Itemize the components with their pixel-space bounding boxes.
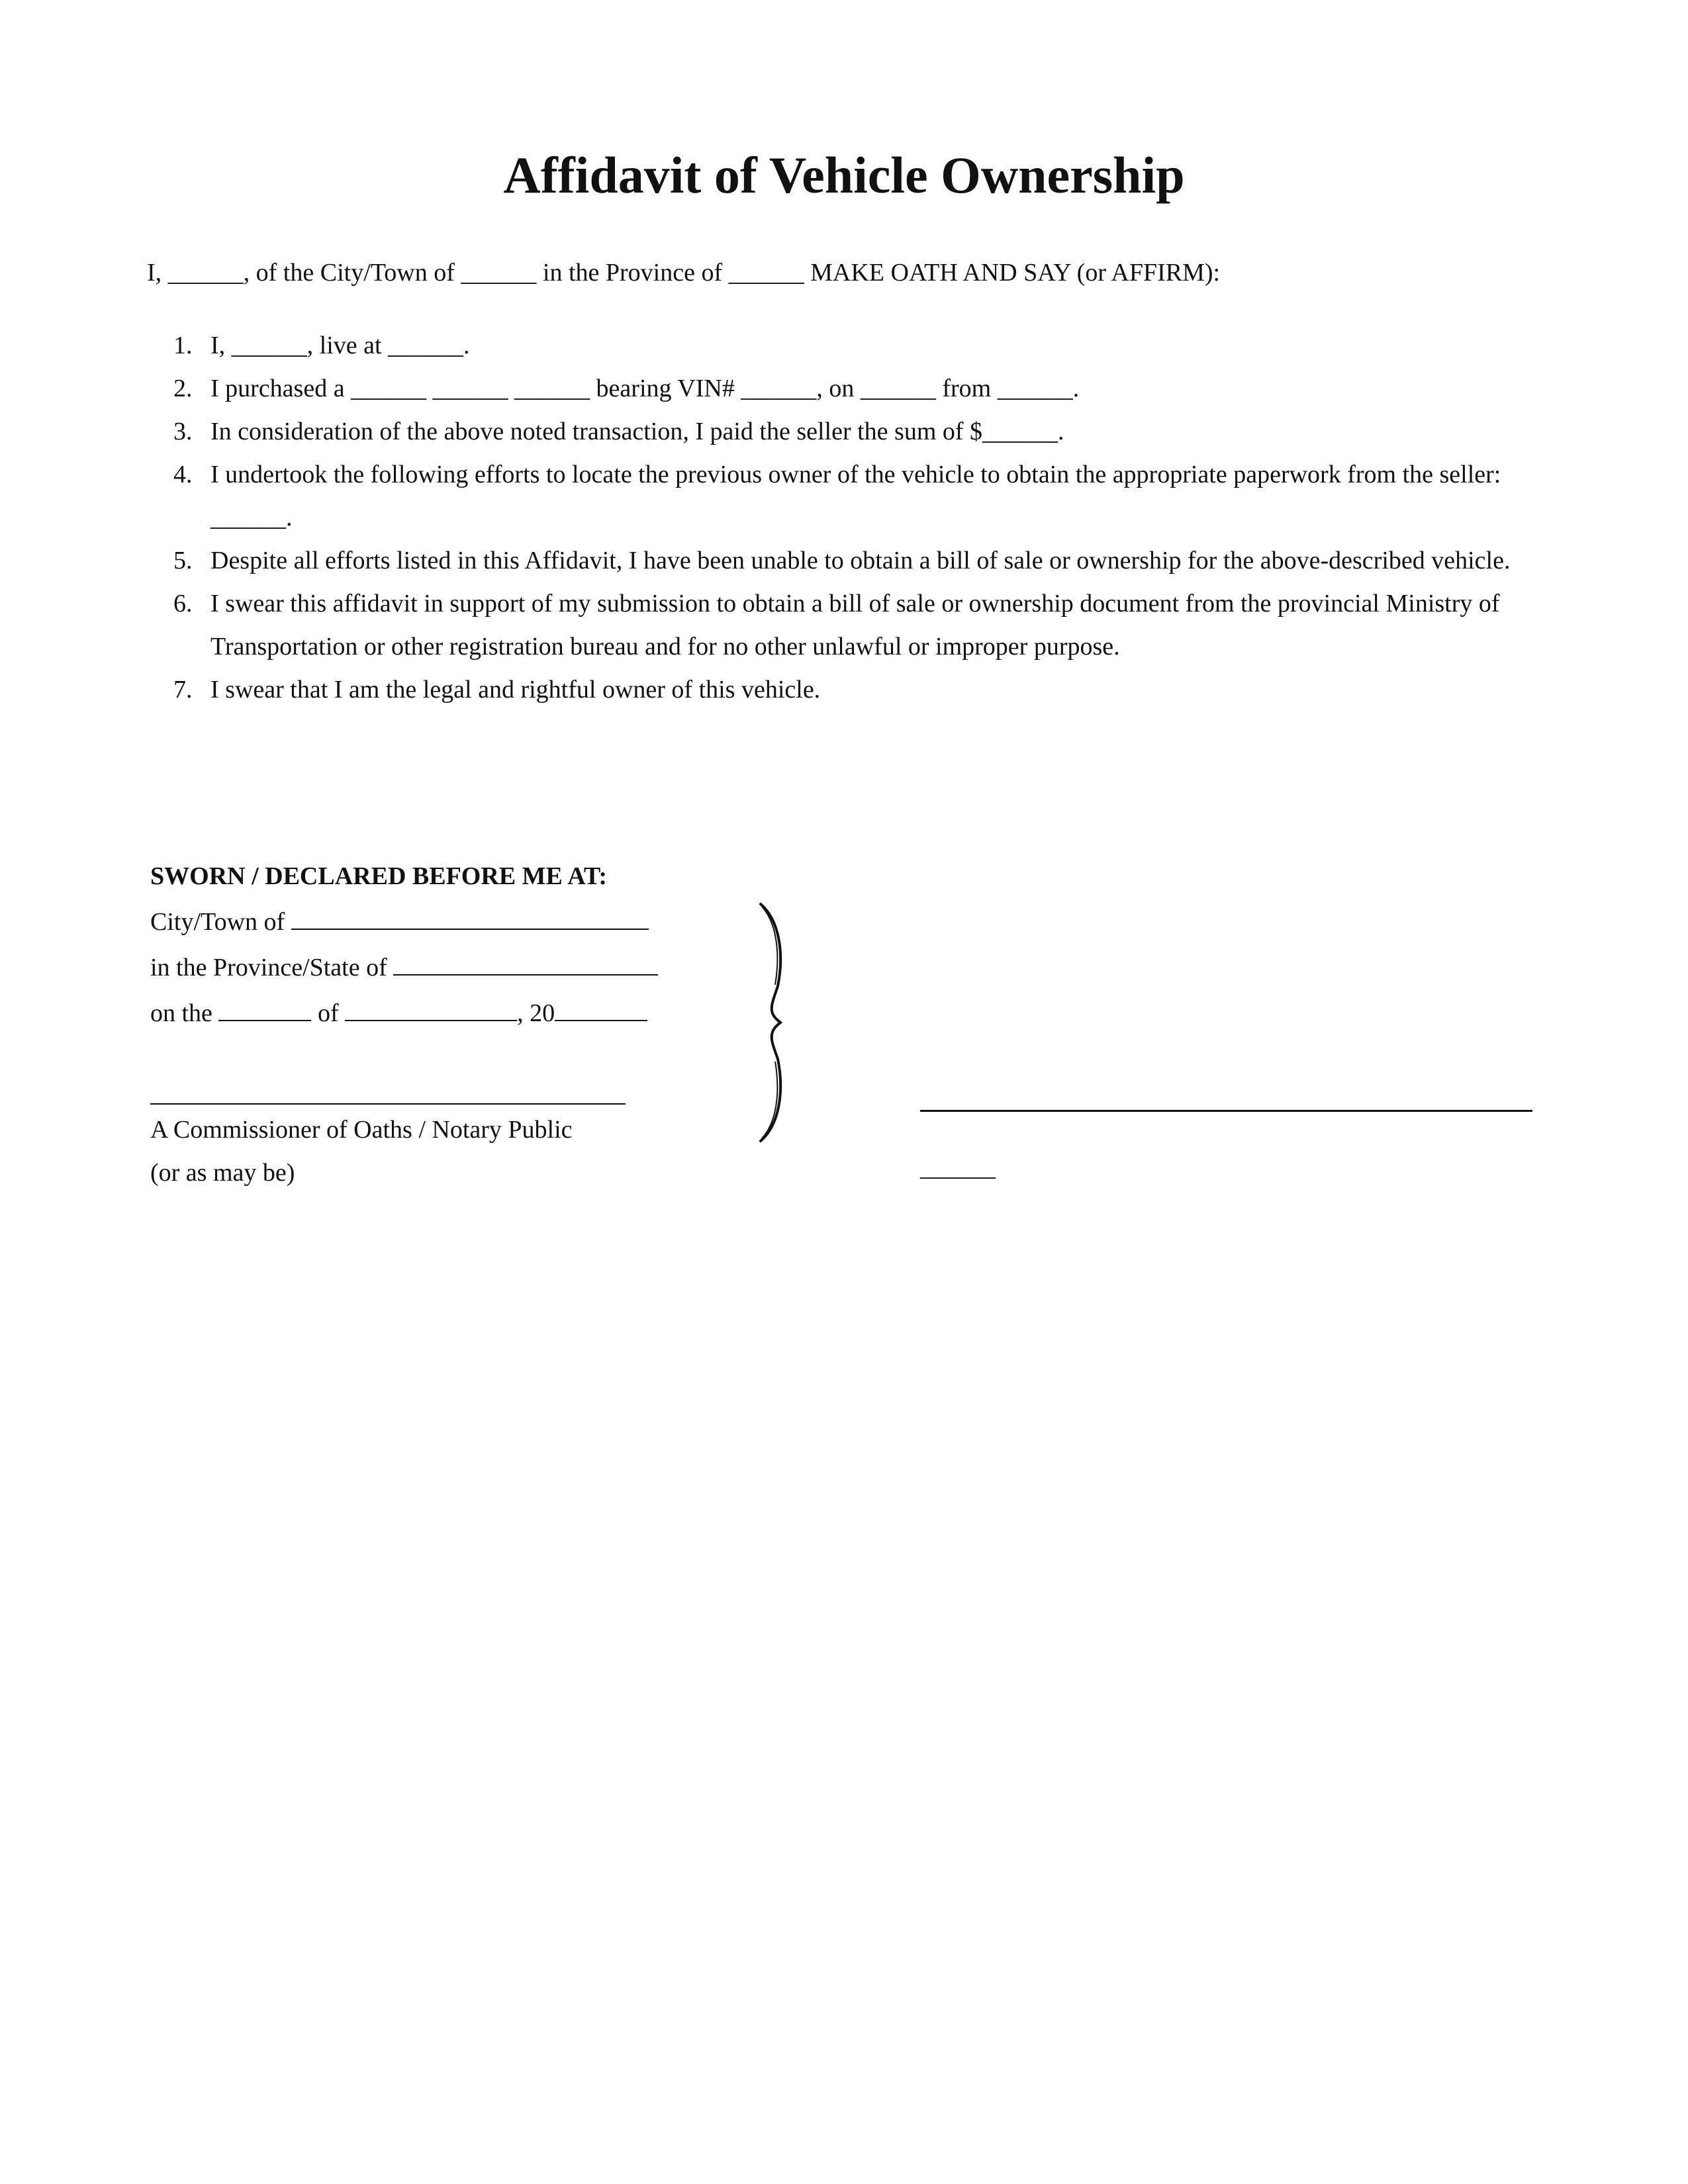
item-number: 4. <box>173 461 193 488</box>
item-number: 1. <box>173 332 193 359</box>
of-label: of <box>317 999 339 1027</box>
day-blank[interactable] <box>218 989 311 1021</box>
date-row <box>150 989 658 1035</box>
list-item <box>147 324 1544 367</box>
item-number: 3. <box>173 418 193 445</box>
city-row <box>150 898 658 944</box>
deponent-name-blank[interactable]: ______ <box>920 1154 996 1181</box>
deponent-signature-line[interactable] <box>920 1110 1532 1112</box>
list-item <box>147 410 1544 453</box>
item-text: I swear this affidavit in support of my submission to obtain a bill of sale or ownership document from the provincial Ministry of Transportation or other registration bureau and for no other unlawful or improper purpose. <box>211 590 1500 660</box>
list-item <box>147 582 1544 668</box>
jurat-block <box>150 855 658 1035</box>
list-item <box>147 367 1544 410</box>
jurat-heading: SWORN / DECLARED BEFORE ME AT: <box>150 862 608 890</box>
item-text: I, ______, live at ______. <box>211 332 470 359</box>
item-text: In consideration of the above noted transaction, I paid the seller the sum of $______. <box>211 418 1064 445</box>
item-text: I swear that I am the legal and rightful owner of this vehicle. <box>211 676 821 704</box>
city-label: City/Town of <box>150 908 285 936</box>
commissioner-note: (or as may be) <box>150 1159 295 1187</box>
commissioner-block <box>150 1109 573 1195</box>
item-text: I purchased a ______ ______ ______ bearing VIN# ______, on ______ from ______. <box>211 375 1080 402</box>
year-prefix: , 20 <box>517 999 555 1027</box>
item-number: 5. <box>173 547 193 574</box>
city-blank[interactable] <box>291 898 649 930</box>
document-title: Affidavit of Vehicle Ownership <box>503 146 1185 204</box>
on-the-label: on the <box>150 999 212 1027</box>
item-number: 6. <box>173 590 193 617</box>
item-number: 2. <box>173 375 193 402</box>
province-row <box>150 944 658 989</box>
commissioner-signature-line[interactable] <box>150 1103 626 1105</box>
list-item <box>147 539 1544 582</box>
month-blank[interactable] <box>345 989 517 1021</box>
item-text: I undertook the following efforts to locate the previous owner of the vehicle to obtain the appropriate paperwork from the seller: ______. <box>211 461 1501 531</box>
item-number: 7. <box>173 676 193 704</box>
intro-paragraph: I, ______, of the City/Town of ______ in the Province of ______ MAKE OATH AND SAY (or AFFIRM): <box>147 259 1221 287</box>
province-blank[interactable] <box>393 944 658 976</box>
year-blank[interactable] <box>555 989 647 1021</box>
item-text: Despite all efforts listed in this Affidavit, I have been unable to obtain a bill of sale or ownership for the above-described vehicle. <box>211 547 1511 574</box>
right-brace-icon <box>751 900 798 1145</box>
commissioner-title: A Commissioner of Oaths / Notary Public <box>150 1116 573 1144</box>
oath-list <box>147 324 1544 711</box>
list-item <box>147 668 1544 711</box>
province-label: in the Province/State of <box>150 954 387 981</box>
list-item <box>147 453 1544 539</box>
